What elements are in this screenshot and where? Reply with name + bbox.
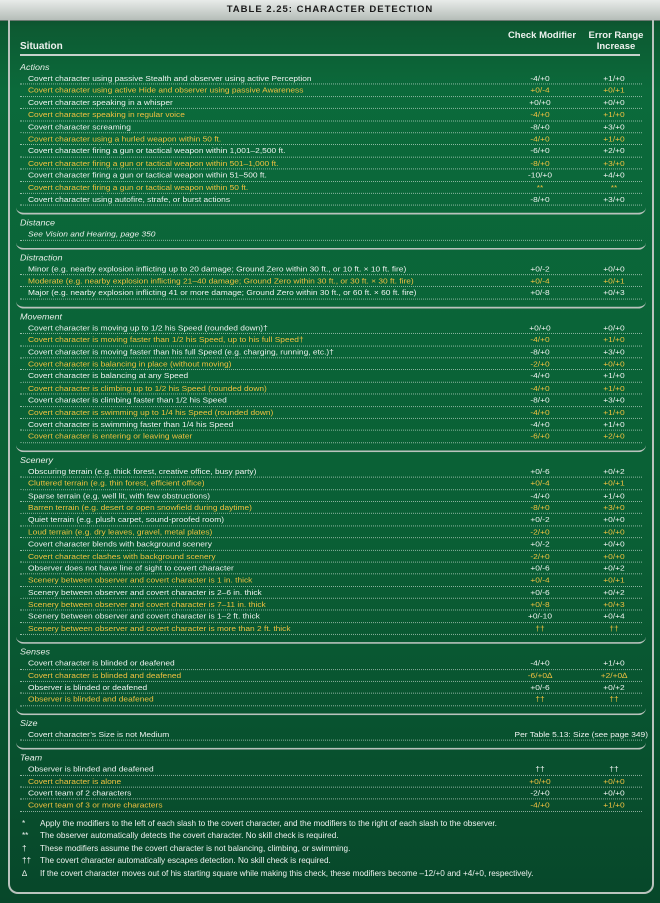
header-check-modifier: Check Modifier <box>507 30 577 41</box>
row-modifier: Per Table 5.13: Size (see page 349) <box>514 729 648 739</box>
row-situation: Covert character blends with background scenery <box>28 539 212 549</box>
row-check-modifier: †† <box>535 623 545 633</box>
row-situation: Major (e.g. nearby explosion inflicting 41 or more damage; Ground Zero within 30 ft., or 60 ft. × 60 ft. fire) <box>28 288 417 298</box>
row-situation: Covert character is balancing at any Speed <box>28 371 189 381</box>
row-error-range: +0/+4 <box>603 611 625 621</box>
footnote-symbol: ∆ <box>22 868 28 878</box>
row-situation: Scenery between observer and covert character is more than 2 ft. thick <box>28 623 291 633</box>
row-error-range: +1/+0 <box>603 407 625 417</box>
table-row <box>20 575 642 587</box>
footnote-symbol: † <box>22 843 27 853</box>
footnote <box>20 830 640 842</box>
row-error-range: +0/+0 <box>603 527 625 537</box>
footnotes <box>20 818 640 880</box>
row-check-modifier: +0/+0 <box>529 776 551 786</box>
row-situation: Quiet terrain (e.g. plush carpet, sound-proofed room) <box>28 514 224 524</box>
row-situation: Covert character is moving faster than 1/2 his Speed, up to his full Speed† <box>28 334 304 345</box>
row-error-range: +0/+1 <box>603 478 625 488</box>
table-body <box>20 60 648 812</box>
row-situation: Covert team of 2 characters <box>28 788 132 798</box>
row-check-modifier: +0/-8 <box>530 288 550 298</box>
table-row <box>20 550 642 562</box>
row-check-modifier: -2/+0 <box>530 359 550 369</box>
row-check-modifier: +0/-4 <box>530 276 550 286</box>
table-row <box>20 85 642 97</box>
row-error-range: ** <box>610 182 618 192</box>
row-error-range: +0/+0 <box>603 263 625 274</box>
row-check-modifier: -2/+0 <box>530 527 550 537</box>
table-row <box>20 775 642 787</box>
table-row <box>20 682 642 694</box>
table-row <box>20 169 642 181</box>
table-row <box>20 121 642 133</box>
table-row <box>20 73 642 85</box>
row-error-range: +0/+0 <box>603 776 625 786</box>
row-situation: Covert team of 3 or more characters <box>28 800 163 810</box>
table-header <box>20 28 644 56</box>
row-situation: Covert character using autofire, strafe, or burst actions <box>28 194 231 204</box>
table-row <box>20 395 642 407</box>
table-row <box>20 623 642 635</box>
row-error-range: +3/+0 <box>603 121 625 132</box>
table-row <box>20 383 642 395</box>
row-check-modifier: +0/-2 <box>530 263 550 274</box>
section-heading: Distraction <box>20 253 63 263</box>
row-check-modifier: +0/-6 <box>530 466 550 476</box>
table-row <box>20 182 642 194</box>
row-check-modifier: -4/+0 <box>530 419 550 429</box>
row-check-modifier: +0/-4 <box>530 575 550 585</box>
row-error-range: +0/+0 <box>603 551 625 561</box>
row-check-modifier: -10/+0 <box>528 170 552 180</box>
row-error-range: +0/+0 <box>603 359 625 369</box>
row-situation: Covert character is entering or leaving water <box>28 431 193 441</box>
row-error-range: +0/+3 <box>603 288 625 298</box>
row-check-modifier: -4/+0 <box>530 134 550 144</box>
table-row <box>20 109 642 121</box>
section-divider <box>16 443 646 452</box>
row-situation: See Vision and Hearing, page 350 <box>28 229 156 239</box>
row-check-modifier: -4/+0 <box>530 109 550 119</box>
row-situation: Covert character speaking in a whisper <box>28 97 173 107</box>
row-error-range: +1/+0 <box>603 73 625 83</box>
footnote-text: The covert character automatically escapes detection. No skill check is required. <box>40 856 331 866</box>
row-check-modifier: +0/-2 <box>530 514 550 524</box>
section-divider <box>16 706 646 715</box>
row-situation: Covert character is blinded or deafened <box>28 658 175 668</box>
section-divider <box>16 741 646 750</box>
footnote-text: If the covert character moves out of his starting square while making this check, these modifiers become –12/+0 and +4/+0, respectively. <box>40 868 534 878</box>
row-check-modifier: -4/+0 <box>530 73 550 83</box>
header-error-range: Error Range Increase <box>588 30 644 52</box>
table-row <box>20 694 642 706</box>
table-row <box>20 514 642 526</box>
row-situation: Covert character screaming <box>28 121 131 132</box>
row-error-range: +1/+0 <box>603 490 625 500</box>
row-situation: Covert character clashes with background scenery <box>28 551 216 561</box>
row-situation: Covert character firing a gun or tactical weapon within 1,001–2,500 ft. <box>28 146 286 156</box>
row-situation: Covert character speaking in regular voice <box>28 109 185 119</box>
row-situation: Barren terrain (e.g. desert or open snowfield during daytime) <box>28 502 252 512</box>
row-error-range: +3/+0 <box>603 395 625 405</box>
row-situation: Observer is blinded and deafened <box>28 764 154 774</box>
table-row <box>20 729 648 741</box>
row-error-range: +1/+0 <box>603 800 625 810</box>
row-situation: Observer is blinded or deafened <box>28 682 148 692</box>
table-row <box>20 562 642 574</box>
table-row <box>20 275 642 287</box>
footnote-symbol: * <box>22 819 26 828</box>
row-check-modifier: +0/-4 <box>530 85 550 95</box>
row-check-modifier: -8/+0 <box>530 158 550 168</box>
row-error-range: +2/+0 <box>603 146 625 156</box>
row-error-range: +2/+0∆ <box>600 670 628 680</box>
row-situation: Covert character is blinded and deafened <box>28 670 182 680</box>
row-error-range: †† <box>609 694 619 704</box>
table-row <box>20 788 642 800</box>
row-error-range: +1/+0 <box>603 383 625 393</box>
row-check-modifier: -4/+0 <box>530 800 550 810</box>
footnote <box>20 868 640 880</box>
row-situation: Covert character is balancing in place (without moving) <box>28 359 232 369</box>
table-row <box>20 263 642 275</box>
section-heading: Distance <box>20 218 56 228</box>
header-situation: Situation <box>20 41 63 52</box>
row-check-modifier: -6/+0∆ <box>527 670 553 680</box>
row-check-modifier: -8/+0 <box>530 502 550 512</box>
table-row <box>20 599 642 611</box>
row-situation: Covert character is climbing up to 1/2 his Speed (rounded down) <box>28 383 267 393</box>
row-situation: Covert character firing a gun or tactical weapon within 501–1,000 ft. <box>28 158 279 168</box>
row-error-range: +4/+0 <box>603 170 625 180</box>
row-check-modifier: -8/+0 <box>530 194 550 204</box>
row-error-range: +0/+1 <box>603 276 625 286</box>
row-situation: Covert character is swimming faster than 1/4 his Speed <box>28 419 234 429</box>
section-heading: Actions <box>20 62 50 72</box>
row-situation: Covert character’s Size is not Medium <box>28 729 170 739</box>
row-error-range: +1/+0 <box>603 334 625 345</box>
table-row <box>20 587 642 599</box>
table-row <box>20 228 642 240</box>
row-check-modifier: +0/+0 <box>529 97 551 107</box>
section-heading: Size <box>20 718 38 728</box>
section-heading: Movement <box>20 312 63 322</box>
row-error-range: †† <box>609 764 619 774</box>
table-row <box>20 658 642 670</box>
row-situation: Covert character using active Hide and observer using passive Awareness <box>28 85 304 95</box>
section-divider <box>16 206 646 215</box>
row-situation: Scenery between observer and covert character is 1 in. thick <box>28 575 253 585</box>
row-situation: Minor (e.g. nearby explosion inflicting up to 20 damage; Ground Zero within 30 ft., or 10 ft. × 10 ft. fire) <box>28 263 407 274</box>
row-situation: Covert character firing a gun or tactical weapon within 51–500 ft. <box>28 170 267 180</box>
row-error-range: +0/+1 <box>603 575 625 585</box>
row-check-modifier: +0/-10 <box>528 611 552 621</box>
table-row <box>20 407 642 419</box>
section-divider <box>16 240 646 249</box>
row-error-range: +0/+2 <box>603 682 625 692</box>
row-situation: Covert character firing a gun or tactical weapon within 50 ft. <box>28 182 249 192</box>
row-check-modifier: †† <box>535 694 545 704</box>
row-situation: Scenery between observer and covert character is 7–11 in. thick <box>28 599 266 609</box>
row-situation: Covert character is climbing faster than 1/2 his Speed <box>28 395 227 405</box>
table-row <box>20 358 642 370</box>
row-error-range: +0/+2 <box>603 587 625 597</box>
table-row <box>20 157 642 169</box>
table-row <box>20 431 642 443</box>
row-check-modifier: -8/+0 <box>530 347 550 357</box>
table-row <box>20 194 642 206</box>
row-check-modifier: +0/-2 <box>530 539 550 549</box>
footnote <box>20 818 640 830</box>
row-situation: Loud terrain (e.g. dry leaves, gravel, metal plates) <box>28 527 213 537</box>
row-check-modifier: -2/+0 <box>530 551 550 561</box>
table-row <box>20 670 642 682</box>
row-situation: Scenery between observer and covert character is 2–6 in. thick <box>28 587 262 597</box>
row-error-range: +0/+3 <box>603 599 625 609</box>
row-error-range: +3/+0 <box>603 194 625 204</box>
section-divider <box>16 299 646 308</box>
table-row <box>20 611 642 623</box>
table-row <box>20 490 642 502</box>
row-check-modifier: †† <box>535 764 545 774</box>
table-row <box>20 526 642 538</box>
footnote-text: The observer automatically detects the covert character. No skill check is required. <box>40 831 339 841</box>
row-situation: Moderate (e.g. nearby explosion inflicting 21–40 damage; Ground Zero within 30 ft., or 30 ft. × 30 ft. fire) <box>28 276 414 286</box>
row-check-modifier: -8/+0 <box>530 121 550 132</box>
row-check-modifier: -4/+0 <box>530 658 550 668</box>
table-row <box>20 800 642 812</box>
row-error-range: +1/+0 <box>603 419 625 429</box>
table-row <box>20 502 642 514</box>
row-check-modifier: -4/+0 <box>530 407 550 417</box>
table-title: TABLE 2.25: CHARACTER DETECTION <box>226 4 434 15</box>
row-check-modifier: +0/-6 <box>530 563 550 573</box>
row-situation: Covert character is moving up to 1/2 his Speed (rounded down)† <box>28 322 268 332</box>
row-error-range: +3/+0 <box>603 347 625 357</box>
row-situation: Covert character is swimming up to 1/4 his Speed (rounded down) <box>28 407 274 417</box>
table-row <box>20 334 642 346</box>
table-row <box>20 346 642 358</box>
table-row <box>20 370 642 382</box>
row-check-modifier: -6/+0 <box>530 146 550 156</box>
table-row <box>20 322 642 334</box>
row-error-range: +0/+2 <box>603 563 625 573</box>
row-error-range: +1/+0 <box>603 371 625 381</box>
table-row <box>20 287 642 299</box>
row-error-range: +0/+1 <box>603 85 625 95</box>
row-error-range: +0/+0 <box>603 322 625 332</box>
row-situation: Obscuring terrain (e.g. thick forest, creative office, busy party) <box>28 466 257 476</box>
row-error-range: +0/+0 <box>603 97 625 107</box>
row-check-modifier: +0/+0 <box>529 322 551 332</box>
row-error-range: +3/+0 <box>603 158 625 168</box>
section-heading: Senses <box>20 647 51 657</box>
row-error-range: +0/+0 <box>603 539 625 549</box>
row-check-modifier: +0/-8 <box>530 599 550 609</box>
row-situation: Scenery between observer and covert character is 1–2 ft. thick <box>28 611 260 621</box>
row-situation: Sparse terrain (e.g. well lit, with few obstructions) <box>28 490 210 500</box>
table-row <box>20 478 642 490</box>
footnote <box>20 843 640 855</box>
row-error-range: +3/+0 <box>603 502 625 512</box>
table-row <box>20 466 642 478</box>
table-row <box>20 133 642 145</box>
row-check-modifier: +0/-6 <box>530 587 550 597</box>
row-situation: Covert character using a hurled weapon within 50 ft. <box>28 134 222 144</box>
row-check-modifier: +0/-6 <box>530 682 550 692</box>
row-check-modifier: -2/+0 <box>530 788 550 798</box>
row-check-modifier: ** <box>536 182 544 192</box>
table-row <box>20 145 642 157</box>
row-check-modifier: -4/+0 <box>530 490 550 500</box>
row-situation: Observer is blinded and deafened <box>28 694 154 704</box>
row-error-range: +1/+0 <box>603 109 625 119</box>
table-row <box>20 419 642 431</box>
section-divider <box>16 635 646 644</box>
row-situation: Covert character is alone <box>28 776 122 786</box>
table-row <box>20 763 642 775</box>
footnote-text: These modifiers assume the covert character is not balancing, climbing, or swimming. <box>40 843 351 853</box>
row-check-modifier: -8/+0 <box>530 395 550 405</box>
row-situation: Cluttered terrain (e.g. thin forest, efficient office) <box>28 478 205 488</box>
table-row <box>20 538 642 550</box>
row-error-range: +1/+0 <box>603 658 625 668</box>
row-check-modifier: +0/-4 <box>530 478 550 488</box>
title-bar <box>0 0 660 21</box>
row-check-modifier: -4/+0 <box>530 371 550 381</box>
row-situation: Observer does not have line of sight to covert character <box>28 563 234 573</box>
row-situation: Covert character is moving faster than his full Speed (e.g. charging, running, etc.)† <box>28 347 334 357</box>
table-row <box>20 97 642 109</box>
row-check-modifier: -4/+0 <box>530 383 550 393</box>
section-heading: Scenery <box>20 455 54 465</box>
row-error-range: +2/+0 <box>603 431 625 441</box>
row-error-range: †† <box>609 623 619 633</box>
footnote-symbol: ** <box>22 831 29 841</box>
row-error-range: +0/+0 <box>603 514 625 524</box>
section-heading: Team <box>20 753 43 763</box>
row-error-range: +0/+2 <box>603 466 625 476</box>
footnote-symbol: †† <box>22 856 32 866</box>
row-check-modifier: -6/+0 <box>530 431 550 441</box>
row-error-range: +1/+0 <box>603 134 625 144</box>
footnote <box>20 855 640 867</box>
row-situation: Covert character using passive Stealth and observer using active Perception <box>28 73 312 83</box>
row-check-modifier: -4/+0 <box>530 334 550 345</box>
row-error-range: +0/+0 <box>603 788 625 798</box>
footnote-text: Apply the modifiers to the left of each slash to the covert character, and the modifiers to the right of each slash to the observer. <box>40 819 497 828</box>
